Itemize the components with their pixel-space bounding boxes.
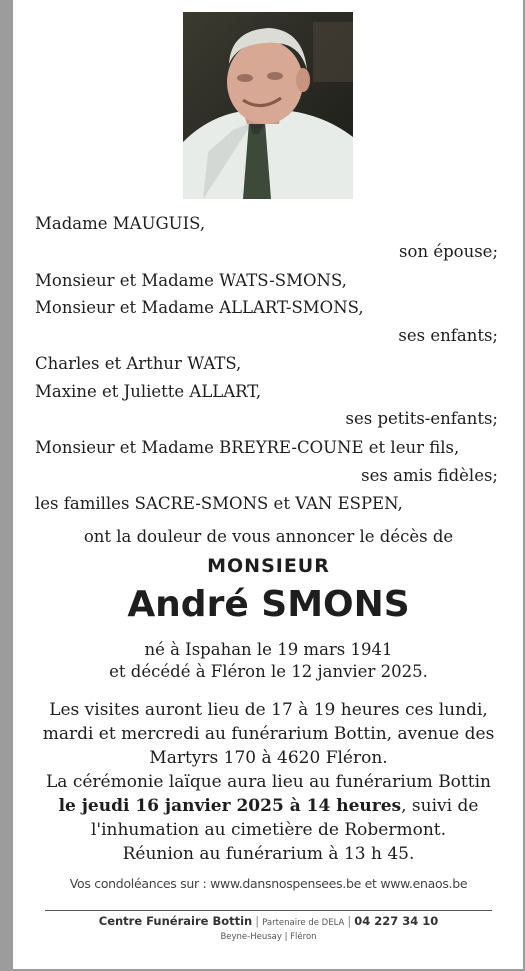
grandchildren-role: ses petits-enfants;: [345, 409, 498, 428]
wife-name: Madame MAUGUIS,: [35, 214, 206, 233]
ceremony-after: , suivi de: [401, 796, 479, 816]
footer-divider: [45, 910, 492, 911]
portrait-photo: [183, 12, 353, 199]
ceremony-line-2: [14, 794, 523, 818]
footer-separator: |: [255, 914, 260, 928]
child-2: Monsieur et Madame ALLART-SMONS,: [35, 298, 364, 317]
condolences-websites: Vos condoléances sur : www.dansnospensees.be et www.enaos.be: [69, 876, 468, 891]
death-info: et décédé à Fléron le 12 janvier 2025.: [109, 662, 428, 681]
wife-role: son épouse;: [399, 242, 498, 261]
friends-role: ses amis fidèles;: [361, 466, 498, 485]
footer: [14, 914, 523, 943]
birth-info: né à Ispahan le 19 mars 1941: [144, 640, 393, 659]
phone-number: 04 227 34 10: [354, 914, 439, 928]
children-role: ses enfants;: [398, 326, 498, 345]
ceremony-line-3: l'inhumation au cimetière de Robermont.: [90, 820, 447, 840]
partner-label: Partenaire de DELA: [262, 918, 345, 928]
announcement: ont la douleur de vous annoncer le décès de: [83, 527, 454, 546]
ceremony-line-1: La cérémonie laïque aura lieu au funérarium Bottin: [46, 772, 491, 792]
visits-line-1: Les visites auront lieu de 17 à 19 heures ces lundi,: [49, 700, 488, 720]
footer-locations: Beyne-Heusay | Fléron: [220, 932, 317, 942]
visits-line-2: mardi et mercredi au funérarium Bottin, avenue des: [42, 724, 495, 744]
ceremony-date: le jeudi 16 janvier 2025 à 14 heures: [58, 796, 402, 816]
families: les familles SACRE-SMONS et VAN ESPEN,: [35, 494, 403, 513]
visits-line-3: Martyrs 170 à 4620 Fléron.: [149, 748, 388, 768]
grandchild-2: Maxine et Juliette ALLART,: [35, 382, 262, 401]
child-1: Monsieur et Madame WATS-SMONS,: [35, 271, 347, 290]
friends: Monsieur et Madame BREYRE-COUNE et leur fils,: [35, 438, 460, 457]
deceased-name: André SMONS: [127, 584, 410, 625]
salutation: MONSIEUR: [207, 555, 330, 577]
company-name: Centre Funéraire Bottin: [98, 914, 253, 928]
meeting-info: Réunion au funérarium à 13 h 45.: [122, 844, 415, 864]
footer-main: [14, 914, 523, 931]
portrait-photo-icon: [183, 12, 353, 199]
footer-separator: |: [347, 914, 352, 928]
grandchild-1: Charles et Arthur WATS,: [35, 354, 242, 373]
left-border: [0, 0, 13, 971]
